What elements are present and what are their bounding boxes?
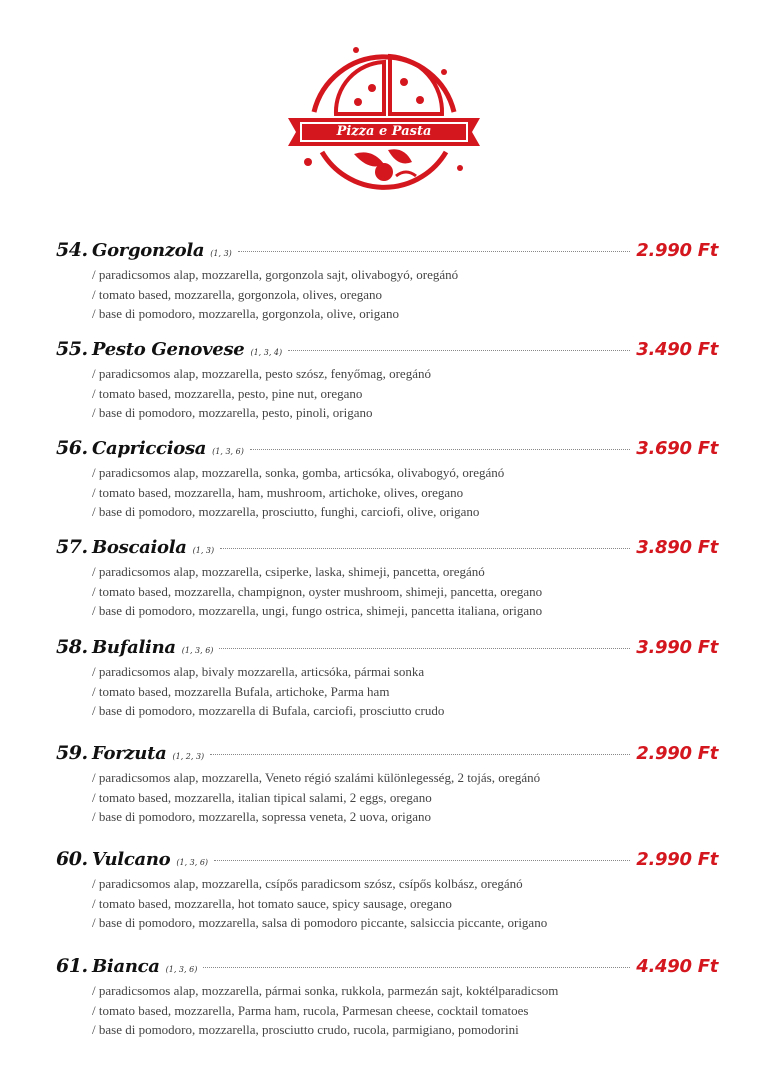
desc-italian: / base di pomodoro, mozzarella, ungi, fungo ostrica, shimeji, pancetta italiana, origano: [92, 603, 543, 618]
item-name: Vulcano: [92, 849, 171, 870]
menu-item: [56, 636, 718, 721]
item-allergens: (1, 3): [210, 249, 232, 258]
desc-hungarian: / paradicsomos alap, mozzarella, csiperke, laska, shimeji, pancetta, oregánó: [92, 564, 485, 579]
item-number: 58.: [56, 636, 88, 658]
item-price: 3.890 Ft: [636, 537, 718, 558]
dot-leader: [220, 547, 630, 549]
item-name: Forzuta: [92, 743, 167, 764]
desc-english: / tomato based, mozzarella, ham, mushroom, artichoke, olives, oregano: [92, 484, 464, 500]
desc-english: / tomato based, mozzarella, pesto, pine nut, oregano: [92, 385, 363, 401]
logo-text: Pizza e Pasta: [336, 124, 432, 139]
item-allergens: (1, 3, 6): [176, 858, 209, 867]
menu-item: [56, 955, 718, 1040]
desc-italian: / base di pomodoro, mozzarella, pesto, pinoli, origano: [92, 405, 373, 420]
item-price: 2.990 Ft: [636, 743, 718, 764]
desc-italian: / base di pomodoro, mozzarella, prosciutto crudo, rucola, parmigiano, pomodorini: [92, 1022, 519, 1037]
item-name: Bufalina: [92, 637, 176, 658]
menu-item: [56, 536, 718, 621]
item-price: 2.990 Ft: [636, 849, 718, 870]
item-number: 55.: [56, 338, 88, 360]
dot-leader: [203, 966, 630, 968]
menu-item: [56, 437, 718, 522]
desc-italian: / base di pomodoro, mozzarella, sopressa veneta, 2 uova, origano: [92, 809, 431, 824]
desc-hungarian: / paradicsomos alap, mozzarella, pesto szósz, fenyőmag, oregánó: [92, 366, 431, 381]
desc-italian: / base di pomodoro, mozzarella, gorgonzola, olive, origano: [92, 306, 399, 321]
item-allergens: (1, 3, 6): [165, 965, 198, 974]
dot-leader: [288, 349, 630, 351]
item-price: 3.490 Ft: [636, 339, 718, 360]
item-allergens: (1, 3, 4): [250, 348, 283, 357]
desc-english: / tomato based, mozzarella, champignon, oyster mushroom, shimeji, pancetta, oregano: [92, 583, 543, 599]
item-allergens: (1, 3, 6): [212, 447, 244, 456]
dot-leader: [210, 753, 630, 755]
item-name: Gorgonzola: [92, 240, 205, 261]
dot-leader: [238, 250, 631, 252]
menu-item: [56, 848, 718, 933]
item-allergens: (1, 3): [192, 546, 215, 555]
item-price: 2.990 Ft: [636, 240, 718, 261]
menu-item: [56, 742, 718, 827]
item-price: 3.690 Ft: [636, 438, 718, 459]
desc-hungarian: / paradicsomos alap, mozzarella, gorgonzola sajt, olivabogyó, oregánó: [92, 267, 459, 282]
menu-item: [56, 239, 718, 324]
desc-hungarian: / paradicsomos alap, mozzarella, pármai sonka, rukkola, parmezán sajt, koktélparadicsom: [92, 983, 559, 998]
desc-italian: / base di pomodoro, mozzarella, prosciutto, funghi, carciofi, olive, origano: [92, 504, 480, 519]
desc-hungarian: / paradicsomos alap, bivaly mozzarella, articsóka, pármai sonka: [92, 664, 425, 679]
item-number: 61.: [56, 955, 88, 977]
item-number: 60.: [56, 848, 88, 870]
menu-item: [56, 338, 718, 423]
item-number: 56.: [56, 437, 88, 459]
item-name: Capricciosa: [92, 438, 207, 459]
desc-hungarian: / paradicsomos alap, mozzarella, sonka, gomba, articsóka, olivabogyó, oregánó: [92, 465, 505, 480]
item-allergens: (1, 3, 6): [181, 646, 214, 655]
desc-hungarian: / paradicsomos alap, mozzarella, csípős paradicsom szósz, csípős kolbász, oregánó: [92, 876, 523, 891]
item-name: Boscaiola: [92, 537, 187, 558]
dot-leader: [214, 859, 630, 861]
dot-leader: [219, 647, 630, 649]
item-number: 54.: [56, 239, 88, 261]
item-price: 4.490 Ft: [636, 956, 718, 977]
item-name: Bianca: [92, 956, 160, 977]
item-price: 3.990 Ft: [636, 637, 718, 658]
desc-english: / tomato based, mozzarella, hot tomato sauce, spicy sausage, oregano: [92, 895, 452, 911]
item-name: Pesto Genovese: [92, 339, 245, 360]
desc-english: / tomato based, mozzarella Bufala, artichoke, Parma ham: [92, 683, 390, 699]
desc-english: / tomato based, mozzarella, Parma ham, rucola, Parmesan cheese, cocktail tomatoes: [92, 1002, 529, 1018]
item-number: 59.: [56, 742, 88, 764]
desc-italian: / base di pomodoro, mozzarella di Bufala, carciofi, prosciutto crudo: [92, 703, 445, 718]
desc-hungarian: / paradicsomos alap, mozzarella, Veneto régió szalámi különlegesség, 2 tojás, oregánó: [92, 770, 541, 785]
desc-english: / tomato based, mozzarella, gorgonzola, olives, oregano: [92, 286, 382, 302]
item-number: 57.: [56, 536, 88, 558]
item-allergens: (1, 2, 3): [172, 752, 205, 761]
desc-english: / tomato based, mozzarella, italian tipical salami, 2 eggs, oregano: [92, 789, 432, 805]
pizza-e-pasta-logo: [284, 42, 484, 198]
desc-italian: / base di pomodoro, mozzarella, salsa di pomodoro piccante, salsiccia piccante, origano: [92, 915, 548, 930]
dot-leader: [250, 448, 630, 450]
